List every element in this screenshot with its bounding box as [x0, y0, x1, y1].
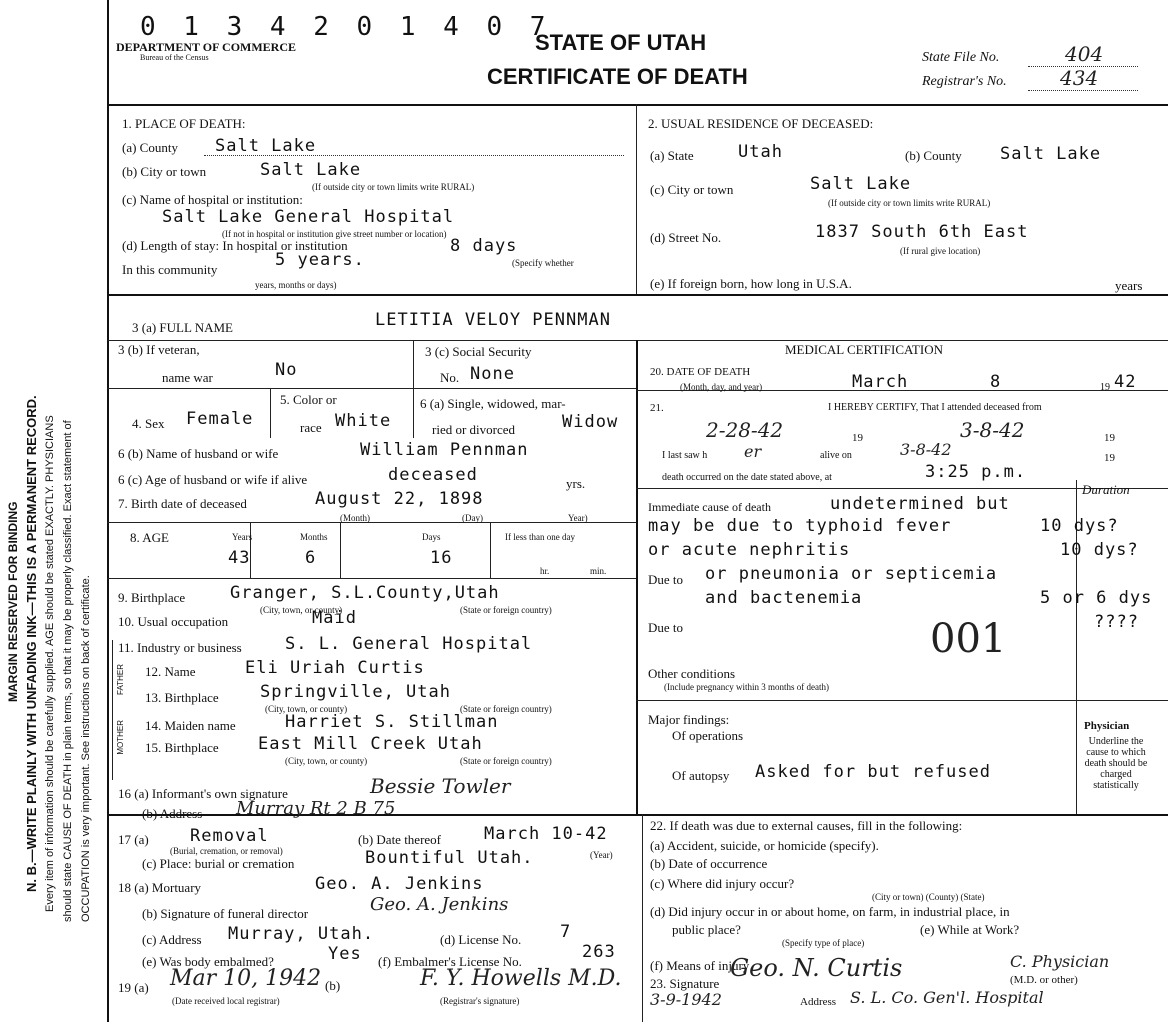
external-d: (d) Did injury occur in or about home, on farm, in industrial place, in [650, 904, 1010, 919]
margin-instruction-1: Every item of information should be carefully supplied. AGE should be stated EXACTLY. PHYSICIANS [44, 415, 56, 912]
registrar-sig-b: (b) [325, 978, 341, 993]
autopsy-value: Asked for but refused [755, 762, 991, 782]
divider-top [636, 104, 637, 294]
divider-middle [636, 340, 638, 814]
attended-to: 3-8-42 [960, 418, 1025, 442]
cause-code: 001 [930, 616, 1007, 662]
external-a: (a) Accident, suicide, or homicide (specify). [650, 838, 879, 853]
last-saw-label: I last saw h [662, 450, 708, 461]
res-city-value: Salt Lake [810, 174, 912, 194]
father-side-label: FATHER [116, 664, 125, 695]
specify-note: (Specify whether [512, 258, 574, 268]
registrar-line [1028, 90, 1138, 91]
dod-year: 42 [1114, 372, 1137, 392]
informant-address: Murray Rt 2 B 75 [236, 798, 396, 819]
certify-number: 21. [650, 402, 664, 414]
physician-title: C. Physician [1010, 952, 1110, 971]
department-label: DEPARTMENT OF COMMERCE [116, 40, 297, 54]
ss-label: 3 (c) Social Security [425, 344, 532, 359]
immediate-cause-label: Immediate cause of death [648, 500, 771, 514]
days-col-label: Days [422, 532, 441, 542]
registrar-date-note: (Date received local registrar) [172, 996, 280, 1006]
embalmer-license-value: 263 [582, 942, 616, 962]
birth-date-label: 7. Birth date of deceased [118, 496, 247, 511]
hospital-label: (c) Name of hospital or institution: [122, 192, 303, 207]
residence-rule [107, 294, 1168, 296]
father-name-value: Eli Uriah Curtis [245, 658, 425, 678]
res-state-value: Utah [738, 142, 783, 162]
attended-from: 2-28-42 [706, 418, 784, 442]
rule-age-top [107, 522, 636, 523]
birth-day-note: (Day) [462, 513, 483, 523]
informant-sig-label: 16 (a) Informant's own signature [118, 786, 288, 801]
external-e: (e) While at Work? [920, 922, 1020, 937]
registrar-date-label: 19 (a) [118, 980, 149, 995]
age-col-3 [490, 522, 491, 578]
cause-line-5: and bactenemia [705, 588, 863, 608]
yrs-label: yrs. [566, 476, 586, 491]
industry-label: 11. Industry or business [118, 640, 242, 655]
state-file-label: State File No. [922, 50, 1000, 65]
cause-line-2: may be due to typhoid fever [648, 516, 952, 536]
community-label: In this community [122, 262, 218, 277]
dod-month: March [852, 372, 909, 392]
marital-label-2: ried or divorced [432, 422, 516, 437]
birth-date-value: August 22, 1898 [315, 489, 484, 509]
mother-birthplace-label: 15. Birthplace [145, 740, 219, 755]
ss-value: None [470, 364, 515, 384]
less-than-day-label: If less than one day [505, 532, 575, 542]
removal-year-note: (Year) [590, 850, 613, 860]
county-line [204, 155, 624, 156]
father-state-note: (State or foreign country) [460, 704, 552, 714]
occupation-label: 10. Usual occupation [118, 614, 229, 629]
months-col-label: Months [300, 532, 328, 542]
embalmer-license-label: (f) Embalmer's License No. [378, 954, 522, 969]
informant-signature: Bessie Towler [370, 774, 511, 798]
physician-sig-label: 23. Signature [650, 976, 720, 991]
color-label: 5. Color or [280, 392, 337, 407]
alive-on-label: alive on [820, 450, 852, 461]
margin-binding-text: MARGIN RESERVED FOR BINDING [6, 501, 20, 702]
duration-4: ???? [1094, 612, 1139, 632]
other-conditions-note: (Include pregnancy within 3 months of death) [664, 682, 829, 692]
community-value: 5 years. [275, 250, 365, 270]
physician-address: S. L. Co. Gen'l. Hospital [850, 988, 1044, 1007]
full-name-label: 3 (a) FULL NAME [132, 320, 233, 335]
occupation-value: Maid [312, 608, 357, 628]
hospital-value: Salt Lake General Hospital [162, 207, 455, 227]
place-heading: 1. PLACE OF DEATH: [122, 116, 246, 131]
mother-side-label: MOTHER [116, 720, 125, 755]
to-nineteen: 19 [1104, 432, 1115, 444]
spouse-age-value: deceased [388, 465, 478, 485]
major-findings-label: Major findings: [648, 712, 730, 727]
cause-line-1: undetermined but [830, 494, 1010, 514]
dod-day: 8 [990, 372, 1002, 392]
rule-veteran [107, 388, 636, 389]
war-label: name war [162, 370, 213, 385]
physician-note: Underline the cause to which death should be charged statistically [1084, 736, 1148, 791]
sex-label: 4. Sex [132, 416, 165, 431]
margin-rule [107, 0, 109, 1022]
mother-maiden-value: Harriet S. Stillman [285, 712, 499, 732]
sex-value: Female [186, 409, 254, 429]
registrar-sig-note: (Registrar's signature) [440, 996, 520, 1006]
alive-on-value: 3-8-42 [900, 440, 952, 459]
full-name-value: LETITIA VELOY PENNMAN [375, 310, 611, 330]
res-county-label: (b) County [905, 148, 962, 163]
mother-birthplace-value: East Mill Creek Utah [258, 734, 483, 754]
physician-signature: Geo. N. Curtis [730, 954, 903, 982]
mortuary-label: 18 (a) Mortuary [118, 880, 202, 895]
dod-label: 20. DATE OF DEATH [650, 366, 751, 378]
external-heading: 22. If death was due to external causes, fill in the following: [650, 818, 963, 833]
sex-col [270, 388, 271, 438]
street-note: (If rural give location) [900, 246, 981, 256]
external-c: (c) Where did injury occur? [650, 876, 795, 891]
burial-place-label: (c) Place: burial or cremation [142, 856, 295, 871]
father-name-label: 12. Name [145, 664, 196, 679]
mortuary-address-value: Murray, Utah. [228, 924, 375, 944]
bureau-label: Bureau of the Census [140, 53, 209, 62]
city-county-note: (City, town, or county) [260, 605, 343, 615]
ss-col [413, 340, 414, 388]
county-label: (a) County [122, 140, 178, 155]
specify-note-2: years, months or days) [255, 280, 337, 290]
cause-line-4: or pneumonia or septicemia [705, 564, 998, 584]
foreign-label: (e) If foreign born, how long in U.S.A. [650, 276, 852, 291]
divider-bottom [642, 814, 643, 1022]
birth-year-note: Year) [568, 513, 588, 523]
county-value: Salt Lake [215, 136, 317, 156]
state-country-note: (State or foreign country) [460, 605, 552, 615]
informant-address-label: (b) Address [142, 806, 203, 821]
dod-year-prefix: 19 [1100, 382, 1110, 393]
birthplace-value: Granger, S.L.County,Utah [230, 583, 500, 603]
city-note: (If outside city or town limits write RURAL) [312, 182, 475, 192]
margin-instruction-3: OCCUPATION is very important. See instructions on back of certificate. [80, 575, 92, 922]
stay-label: (d) Length of stay: In hospital or institution [122, 238, 348, 253]
medical-heading: MEDICAL CERTIFICATION [785, 342, 943, 357]
dod-note: (Month, day, and year) [680, 382, 763, 392]
city-label: (b) City or town [122, 164, 207, 179]
due-to-label-2: Due to [648, 620, 684, 635]
registrar-no-label: Registrar's No. [922, 74, 1007, 89]
external-b: (b) Date of occurrence [650, 856, 768, 871]
res-county-value: Salt Lake [1000, 144, 1102, 164]
age-col-2 [340, 522, 341, 578]
age-days-value: 16 [430, 548, 453, 568]
street-value: 1837 South 6th East [815, 222, 1029, 242]
duration-label: Duration [1082, 482, 1130, 497]
registrar-signature: F. Y. Howells M.D. [420, 966, 622, 991]
residence-heading: 2. USUAL RESIDENCE OF DECEASED: [648, 116, 874, 131]
duration-2: 10 dys? [1060, 540, 1139, 560]
registrar-date-value: Mar 10, 1942 [170, 966, 322, 991]
years-label: years [1115, 278, 1143, 293]
industry-value: S. L. General Hospital [285, 634, 533, 654]
removal-date-label: (b) Date thereof [358, 832, 442, 847]
director-signature: Geo. A. Jenkins [370, 894, 509, 915]
veteran-value: No [275, 360, 298, 380]
father-birthplace-value: Springville, Utah [260, 682, 451, 702]
city-value: Salt Lake [260, 160, 362, 180]
mortuary-address-label: (c) Address [142, 932, 202, 947]
spouse-value: William Pennman [360, 440, 529, 460]
external-d-note: (Specify type of place) [782, 938, 865, 948]
removal-value: Removal [190, 826, 269, 846]
registrar-no-value: 434 [1060, 66, 1099, 90]
state-title: STATE OF UTAH [535, 30, 707, 55]
age-label: 8. AGE [130, 530, 169, 545]
certificate-serial: 0 1 3 4 2 0 1 4 0 7 [140, 12, 552, 42]
other-conditions-label: Other conditions [648, 666, 736, 681]
birthplace-label: 9. Birthplace [118, 590, 186, 605]
external-f: (f) Means of injury [650, 958, 750, 973]
embalmed-value: Yes [328, 944, 362, 964]
embalmed-label: (e) Was body embalmed? [142, 954, 274, 969]
duration-3: 5 or 6 dys [1040, 588, 1153, 608]
removal-date-value: March 10-42 [484, 824, 608, 844]
physician-label: Physician [1084, 720, 1130, 732]
binding-margin [0, 0, 92, 1022]
stay-hospital-value: 8 days [450, 236, 518, 256]
alive-nineteen: 19 [1104, 452, 1115, 464]
director-sig-label: (b) Signature of funeral director [142, 906, 309, 921]
burial-place-value: Bountiful Utah. [365, 848, 534, 868]
cause-line-3: or acute nephritis [648, 540, 851, 560]
autopsy-label: Of autopsy [672, 768, 730, 783]
margin-warning-text: N. B.—WRITE PLAINLY WITH UNFADING INK—THIS IS A PERMANENT RECORD. [24, 395, 39, 892]
spouse-label: 6 (b) Name of husband or wife [118, 446, 279, 461]
physician-address-label: Address [800, 996, 837, 1008]
license-label: (d) License No. [440, 932, 522, 947]
removal-label: 17 (a) [118, 832, 149, 847]
race-value: White [335, 411, 392, 431]
external-d2: public place? [672, 922, 741, 937]
from-nineteen: 19 [852, 432, 863, 444]
res-state-label: (a) State [650, 148, 694, 163]
header-rule [107, 104, 1168, 106]
age-years-value: 43 [228, 548, 251, 568]
veteran-label: 3 (b) If veteran, [118, 342, 200, 357]
years-col-label: Years [232, 532, 253, 542]
certify-text: I HEREBY CERTIFY, That I attended deceased from [828, 402, 1042, 413]
physician-date: 3-9-1942 [650, 990, 722, 1009]
res-city-label: (c) City or town [650, 182, 734, 197]
operations-label: Of operations [672, 728, 744, 743]
rule-other [636, 700, 1168, 701]
mother-state-note: (State or foreign country) [460, 756, 552, 766]
margin-instruction-2: should state CAUSE OF DEATH in plain terms, so that it may be properly classified. Exact statement of [62, 420, 74, 922]
state-file-value: 404 [1065, 42, 1104, 66]
hr-label: hr. [540, 566, 550, 576]
father-city-note: (City, town, or county) [265, 704, 348, 714]
birth-month-note: (Month) [340, 513, 370, 523]
certificate-title: CERTIFICATE OF DEATH [487, 64, 748, 89]
due-to-label: Due to [648, 572, 684, 587]
res-city-note: (If outside city or town limits write RURAL) [828, 198, 991, 208]
age-months-value: 6 [305, 548, 317, 568]
mortuary-value: Geo. A. Jenkins [315, 874, 484, 894]
race-label: race [300, 420, 322, 435]
last-saw-value: er [744, 442, 762, 461]
time-of-death: 3:25 p.m. [925, 462, 1027, 482]
hospital-note: (If not in hospital or institution give street number or location) [222, 229, 447, 239]
occurred-label: death occurred on the date stated above, at [662, 472, 832, 483]
external-c-note: (City or town) (County) (State) [872, 892, 985, 902]
spouse-age-label: 6 (c) Age of husband or wife if alive [118, 472, 308, 487]
ss-no-label: No. [440, 370, 460, 385]
father-birthplace-label: 13. Birthplace [145, 690, 219, 705]
license-value: 7 [560, 922, 572, 942]
mother-city-note: (City, town, or county) [285, 756, 368, 766]
duration-1: 10 dys? [1040, 516, 1119, 536]
street-label: (d) Street No. [650, 230, 722, 245]
parents-col [112, 640, 113, 780]
min-label: min. [590, 566, 607, 576]
md-note: (M.D. or other) [1010, 974, 1078, 986]
race-col [413, 388, 414, 438]
marital-value: Widow [562, 412, 619, 432]
marital-label: 6 (a) Single, widowed, mar- [420, 396, 566, 411]
removal-note: (Burial, cremation, or removal) [170, 846, 283, 856]
rule-age-bottom [107, 578, 636, 579]
mother-maiden-label: 14. Maiden name [145, 718, 236, 733]
